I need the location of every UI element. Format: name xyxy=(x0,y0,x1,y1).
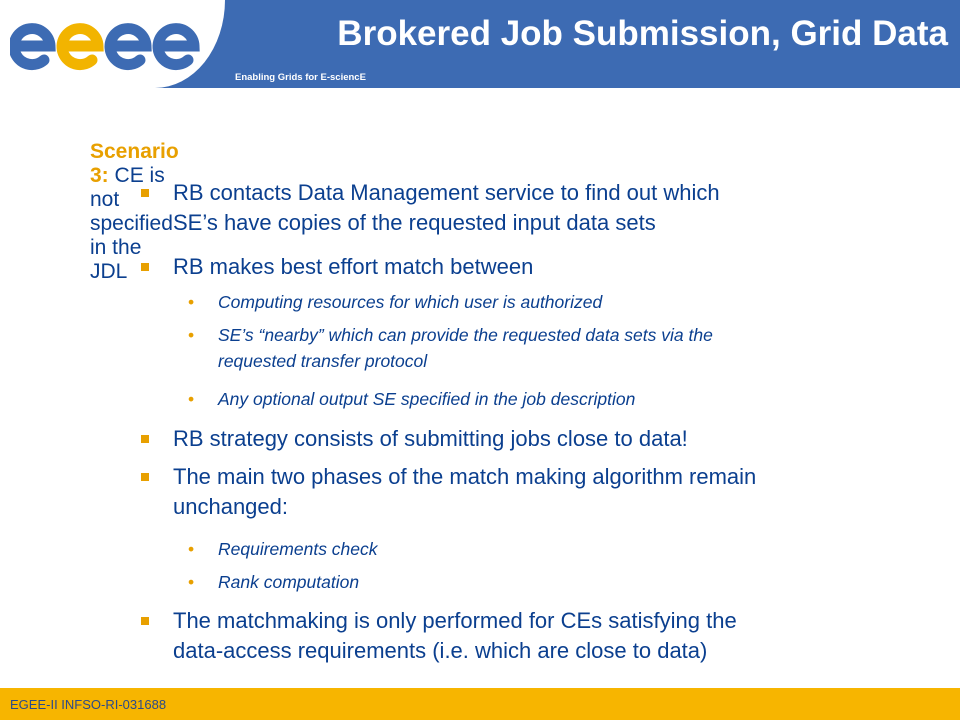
square-bullet-icon xyxy=(141,617,149,625)
bullet-text: SE’s have copies of the requested input data sets xyxy=(173,210,656,235)
scenario-label: Scenario 3: xyxy=(90,140,179,187)
dot-bullet-icon: • xyxy=(188,539,195,559)
dot-bullet-icon: • xyxy=(188,292,195,312)
square-bullet-icon xyxy=(141,189,149,197)
square-bullet-icon xyxy=(141,435,149,443)
scenario-heading xyxy=(90,140,179,284)
scenario-text: CE is not specified in the JDL xyxy=(90,164,173,283)
egee-logo xyxy=(10,10,210,74)
bullet-text: The matchmaking is only performed for CEs satisfying the xyxy=(173,608,737,633)
footer-bar xyxy=(0,688,960,720)
dot-bullet-icon: • xyxy=(188,325,195,345)
sub-bullet-text: Any optional output SE specified in the job description xyxy=(218,389,636,409)
slide-title: Brokered Job Submission, Grid Data xyxy=(337,14,948,53)
logo-panel xyxy=(0,0,225,88)
dot-bullet-icon: • xyxy=(188,389,195,409)
bullet-text: unchanged: xyxy=(173,494,288,519)
square-bullet-icon xyxy=(141,473,149,481)
bullet-text: The main two phases of the match making algorithm remain xyxy=(173,464,757,489)
bullet-text: RB strategy consists of submitting jobs close to data! xyxy=(173,426,688,451)
square-bullet-icon xyxy=(141,263,149,271)
sub-bullet-text: Rank computation xyxy=(218,572,360,592)
sub-bullet-text: SE’s “nearby” which can provide the requested data sets via the xyxy=(218,325,713,345)
dot-bullet-icon: • xyxy=(188,572,195,592)
sub-bullet-text: Computing resources for which user is authorized xyxy=(218,292,603,312)
tagline: Enabling Grids for E-sciencE xyxy=(235,72,366,83)
bullet-text: data-access requirements (i.e. which are close to data) xyxy=(173,638,708,663)
bullet-text: RB makes best effort match between xyxy=(173,254,534,279)
sub-bullet-text: requested transfer protocol xyxy=(218,351,428,371)
footer-text: EGEE-II INFSO-RI-031688 xyxy=(10,697,167,712)
sub-bullet-text: Requirements check xyxy=(218,539,378,559)
header-bar xyxy=(0,0,960,88)
bullet-text: RB contacts Data Management service to find out which xyxy=(173,180,720,205)
